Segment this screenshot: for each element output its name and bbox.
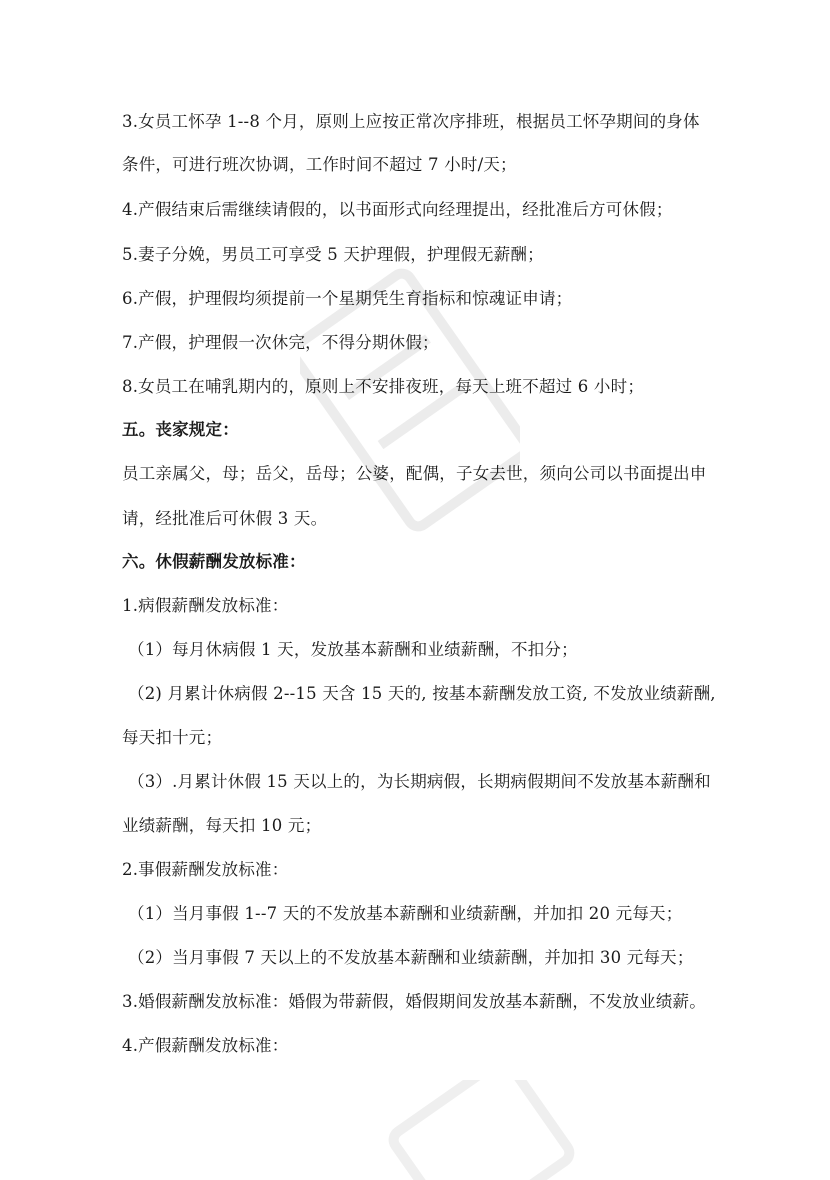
paragraph-line: 请，经批准后可休假 3 天。 <box>122 509 328 528</box>
paragraph-line: 4.产假结束后需继续请假的，以书面形式向经理提出，经批准后方可休假； <box>122 200 673 219</box>
paragraph-line: 员工亲属父，母；岳父，岳母；公婆，配偶，子女去世，须向公司以书面提出申 <box>122 464 707 483</box>
section-heading: 六。休假薪酬发放标准： <box>122 552 306 571</box>
list-item: （1）当月事假 1--7 天的不发放基本薪酬和业绩薪酬，并加扣 20 元每天； <box>128 904 683 923</box>
paragraph-line: 7.产假，护理假一次休完，不得分期休假； <box>122 333 439 352</box>
paragraph-line: 3.女员工怀孕 1--8 个月，原则上应按正常次序排班，根据员工怀孕期间的身体 <box>122 112 700 131</box>
watermark-logo-bottom <box>360 1080 580 1180</box>
list-item: （2）当月事假 7 天以上的不发放基本薪酬和业绩薪酬，并加扣 30 元每天； <box>128 948 694 967</box>
list-item: （1）每月休病假 1 天，发放基本薪酬和业绩薪酬，不扣分； <box>128 640 578 659</box>
paragraph-line: 条件，可进行班次协调，工作时间不超过 7 小时/天； <box>122 155 517 174</box>
paragraph-line: 5.妻子分娩，男员工可享受 5 天护理假，护理假无薪酬； <box>122 245 544 264</box>
section-heading: 五。丧家规定： <box>122 420 239 439</box>
paragraph-line: 业绩薪酬，每天扣 10 元； <box>122 816 322 835</box>
paragraph-line: 4.产假薪酬发放标准： <box>122 1036 289 1055</box>
paragraph-line: 1.病假薪酬发放标准： <box>122 596 289 615</box>
list-item: （2) 月累计休病假 2--15 天含 15 天的, 按基本薪酬发放工资, 不发放业绩薪酬, <box>128 684 716 703</box>
paragraph-line: 2.事假薪酬发放标准： <box>122 860 289 879</box>
paragraph-line: 8.女员工在哺乳期内的，原则上不安排夜班，每天上班不超过 6 小时； <box>122 377 645 396</box>
paragraph-line: 3.婚假薪酬发放标准：婚假为带薪假，婚假期间发放基本薪酬，不发放业绩薪。 <box>122 992 706 1011</box>
list-item: （3）.月累计休假 15 天以上的，为长期病假，长期病假期间不发放基本薪酬和 <box>128 772 711 791</box>
paragraph-line: 6.产假，护理假均须提前一个星期凭生育指标和惊魂证申请； <box>122 289 573 308</box>
paragraph-line: 每天扣十元； <box>122 728 223 747</box>
